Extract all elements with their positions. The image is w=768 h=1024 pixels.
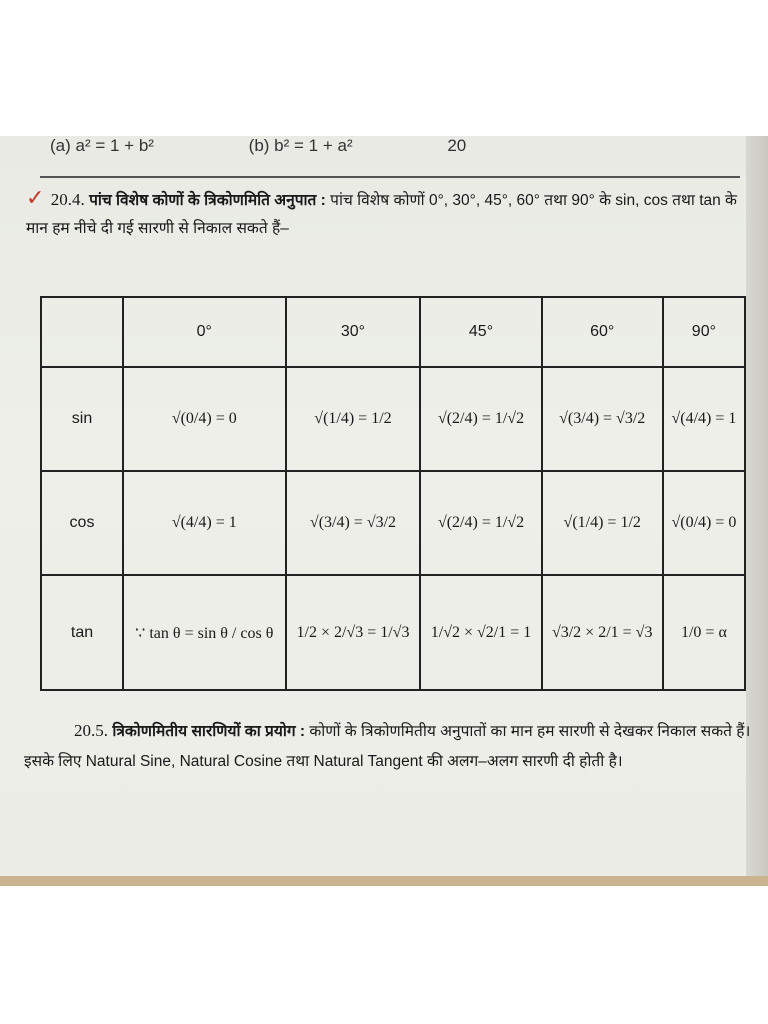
trig-table xyxy=(40,296,746,691)
header-cell xyxy=(41,297,123,367)
header-cell: 45° xyxy=(420,297,541,367)
table-cell: 1/0 = α xyxy=(663,575,745,690)
option-c: 20 xyxy=(447,136,467,155)
header-cell: 0° xyxy=(123,297,286,367)
section-20-4 xyxy=(26,184,746,243)
trig-ratio-table xyxy=(40,296,746,691)
header-cell: 30° xyxy=(286,297,421,367)
book-page-photo xyxy=(0,136,768,886)
table-cell: 1/2 × 2/√3 = 1/√3 xyxy=(286,575,421,690)
option-a: (a) a² = 1 + b² xyxy=(50,136,154,155)
table-cell: √(2/4) = 1/√2 xyxy=(420,367,541,471)
row-label: cos xyxy=(41,471,123,575)
section-text: कोणों के त्रिकोणमितीय अनुपातों का मान हम सारणी से देखकर निकाल सकते हैं। इसके लिए Natural Sine, Natural Cosine तथा Natural Tangent की अलग–अलग सारणी दी होती है। xyxy=(24,723,751,770)
section-number: 20.4. xyxy=(50,190,85,209)
table-row xyxy=(41,575,745,690)
section-number: 20.5. xyxy=(74,721,108,740)
header-cell: 60° xyxy=(542,297,663,367)
row-label: sin xyxy=(41,367,123,471)
table-cell: √3/2 × 2/1 = √3 xyxy=(542,575,663,690)
table-row xyxy=(41,367,745,471)
desk-surface xyxy=(0,876,768,886)
table-row xyxy=(41,471,745,575)
table-cell: √(1/4) = 1/2 xyxy=(286,367,421,471)
option-b: (b) b² = 1 + a² xyxy=(248,136,353,155)
table-cell: √(0/4) = 0 xyxy=(663,471,745,575)
table-cell: √(4/4) = 1 xyxy=(663,367,745,471)
previous-question-options xyxy=(50,136,556,156)
section-20-5 xyxy=(24,716,754,777)
row-label: tan xyxy=(41,575,123,690)
table-cell: √(3/4) = √3/2 xyxy=(286,471,421,575)
table-cell: √(2/4) = 1/√2 xyxy=(420,471,541,575)
table-cell: √(3/4) = √3/2 xyxy=(542,367,663,471)
table-cell: 1/√2 × √2/1 = 1 xyxy=(420,575,541,690)
header-cell: 90° xyxy=(663,297,745,367)
section-title: त्रिकोणमितीय सारणियों का प्रयोग : xyxy=(112,723,306,740)
checkmark-icon: ✓ xyxy=(26,185,45,210)
table-cell: ∵ tan θ = sin θ / cos θ xyxy=(123,575,286,690)
section-text: पांच विशेष कोणों 0°, 30°, 45°, 60° तथा 90° के sin, cos तथा tan के मान हम नीचे दी गई सारणी से निकाल सकते हैं– xyxy=(26,192,737,237)
section-title: पांच विशेष कोणों के त्रिकोणमिति अनुपात : xyxy=(89,192,326,209)
table-header-row xyxy=(41,297,745,367)
table-cell: √(1/4) = 1/2 xyxy=(542,471,663,575)
table-cell: √(4/4) = 1 xyxy=(123,471,286,575)
table-cell: √(0/4) = 0 xyxy=(123,367,286,471)
divider-rule xyxy=(40,176,740,178)
